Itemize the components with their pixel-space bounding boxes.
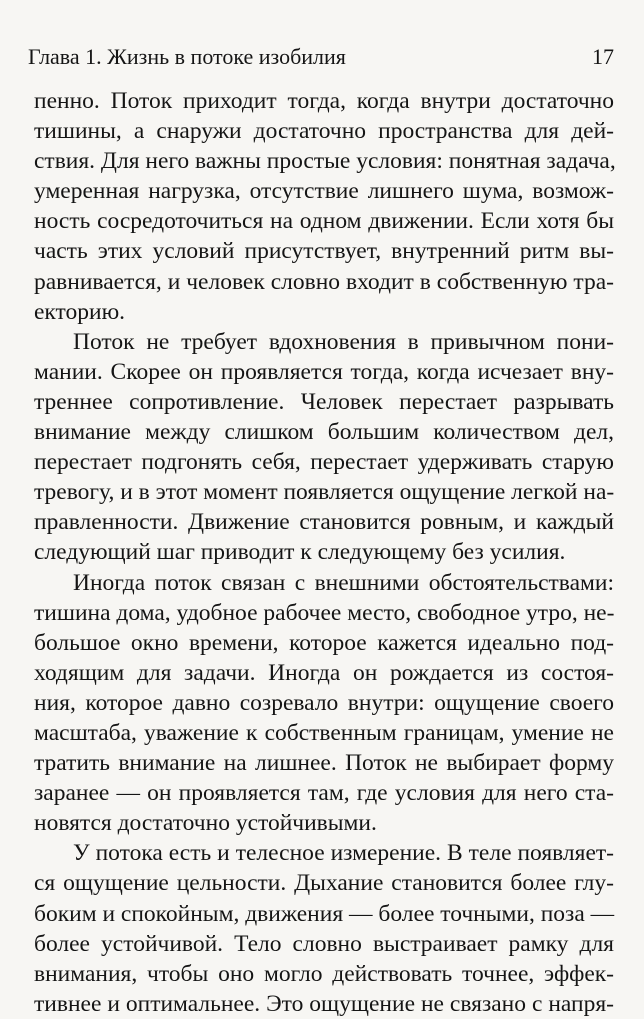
text-line: заранее — он проявляется там, где условия для него ста-: [34, 780, 614, 807]
text-line: тратить внимание на лишнее. Поток не выбирает форму: [34, 750, 614, 777]
text-line: тивнее и оптимальнее. Это ощущение не связано с напря-: [34, 990, 614, 1017]
paragraph-4: [34, 838, 614, 1019]
text-line: пенно. Поток приходит тогда, когда внутри достаточно: [34, 88, 614, 114]
text-line: более устойчивой. Тело словно выстраивает рамку для: [34, 930, 614, 957]
text-line: ность сосредоточиться на одном движении. Если хотя бы: [34, 208, 614, 235]
text-line: равнивается, и человек словно входит в собственную тра-: [34, 268, 614, 295]
body-text: [34, 86, 614, 1019]
paragraph-3: [34, 568, 614, 839]
text-line: следующий шаг приводит к следующему без усилия.: [34, 539, 566, 566]
text-line: ния, которое давно созревало внутри: ощущение своего: [34, 689, 614, 716]
chapter-title: Глава 1. Жизнь в потоке изобилия: [28, 44, 346, 69]
text-line: перестает подгонять себя, перестает удерживать старую: [34, 449, 614, 476]
paragraph-1: [34, 86, 614, 327]
text-line: тревогу, и в этот момент появляется ощущение легкой на-: [34, 479, 615, 506]
text-line: внимание между слишком большим количеством дел,: [34, 419, 614, 446]
text-line: боким и спокойным, движения — более точными, поза —: [34, 900, 615, 927]
text-line: Поток не требует вдохновения в привычном пони-: [73, 328, 614, 355]
paragraph-2: [34, 327, 614, 568]
text-line: ся ощущение цельности. Дыхание становится более глу-: [34, 870, 614, 897]
text-line: тишина дома, удобное рабочее место, свободное утро, не-: [34, 599, 615, 626]
text-line: екторию.: [34, 298, 126, 325]
text-line: ствия. Для него важны простые условия: понятная задача,: [34, 148, 616, 175]
text-line: масштаба, уважение к собственным границам, умение не: [34, 719, 614, 746]
text-line: внимания, чтобы оно могло действовать точнее, эффек-: [34, 960, 614, 987]
text-line: правленности. Движение становится ровным, и каждый: [34, 509, 614, 536]
text-line: У потока есть и телесное измерение. В теле появляет-: [73, 840, 614, 867]
text-line: часть этих условий присутствует, внутренний ритм вы-: [34, 238, 614, 265]
text-line: большое окно времени, которое кажется идеально под-: [34, 629, 614, 656]
text-line: ходящим для задачи. Иногда он рождается из состоя-: [34, 659, 614, 686]
text-line: умеренная нагрузка, отсутствие лишнего шума, возмож-: [34, 178, 614, 205]
page-number: 17: [592, 44, 614, 69]
text-line: мании. Скорее он проявляется тогда, когда исчезает вну-: [34, 358, 614, 385]
text-line: новятся достаточно устойчивыми.: [34, 810, 377, 837]
text-line: треннее сопротивление. Человек перестает разрывать: [34, 388, 614, 415]
text-line: Иногда поток связан с внешними обстоятельствами:: [73, 569, 614, 596]
text-line: тишины, а снаружи достаточно пространства для дей-: [34, 118, 614, 145]
